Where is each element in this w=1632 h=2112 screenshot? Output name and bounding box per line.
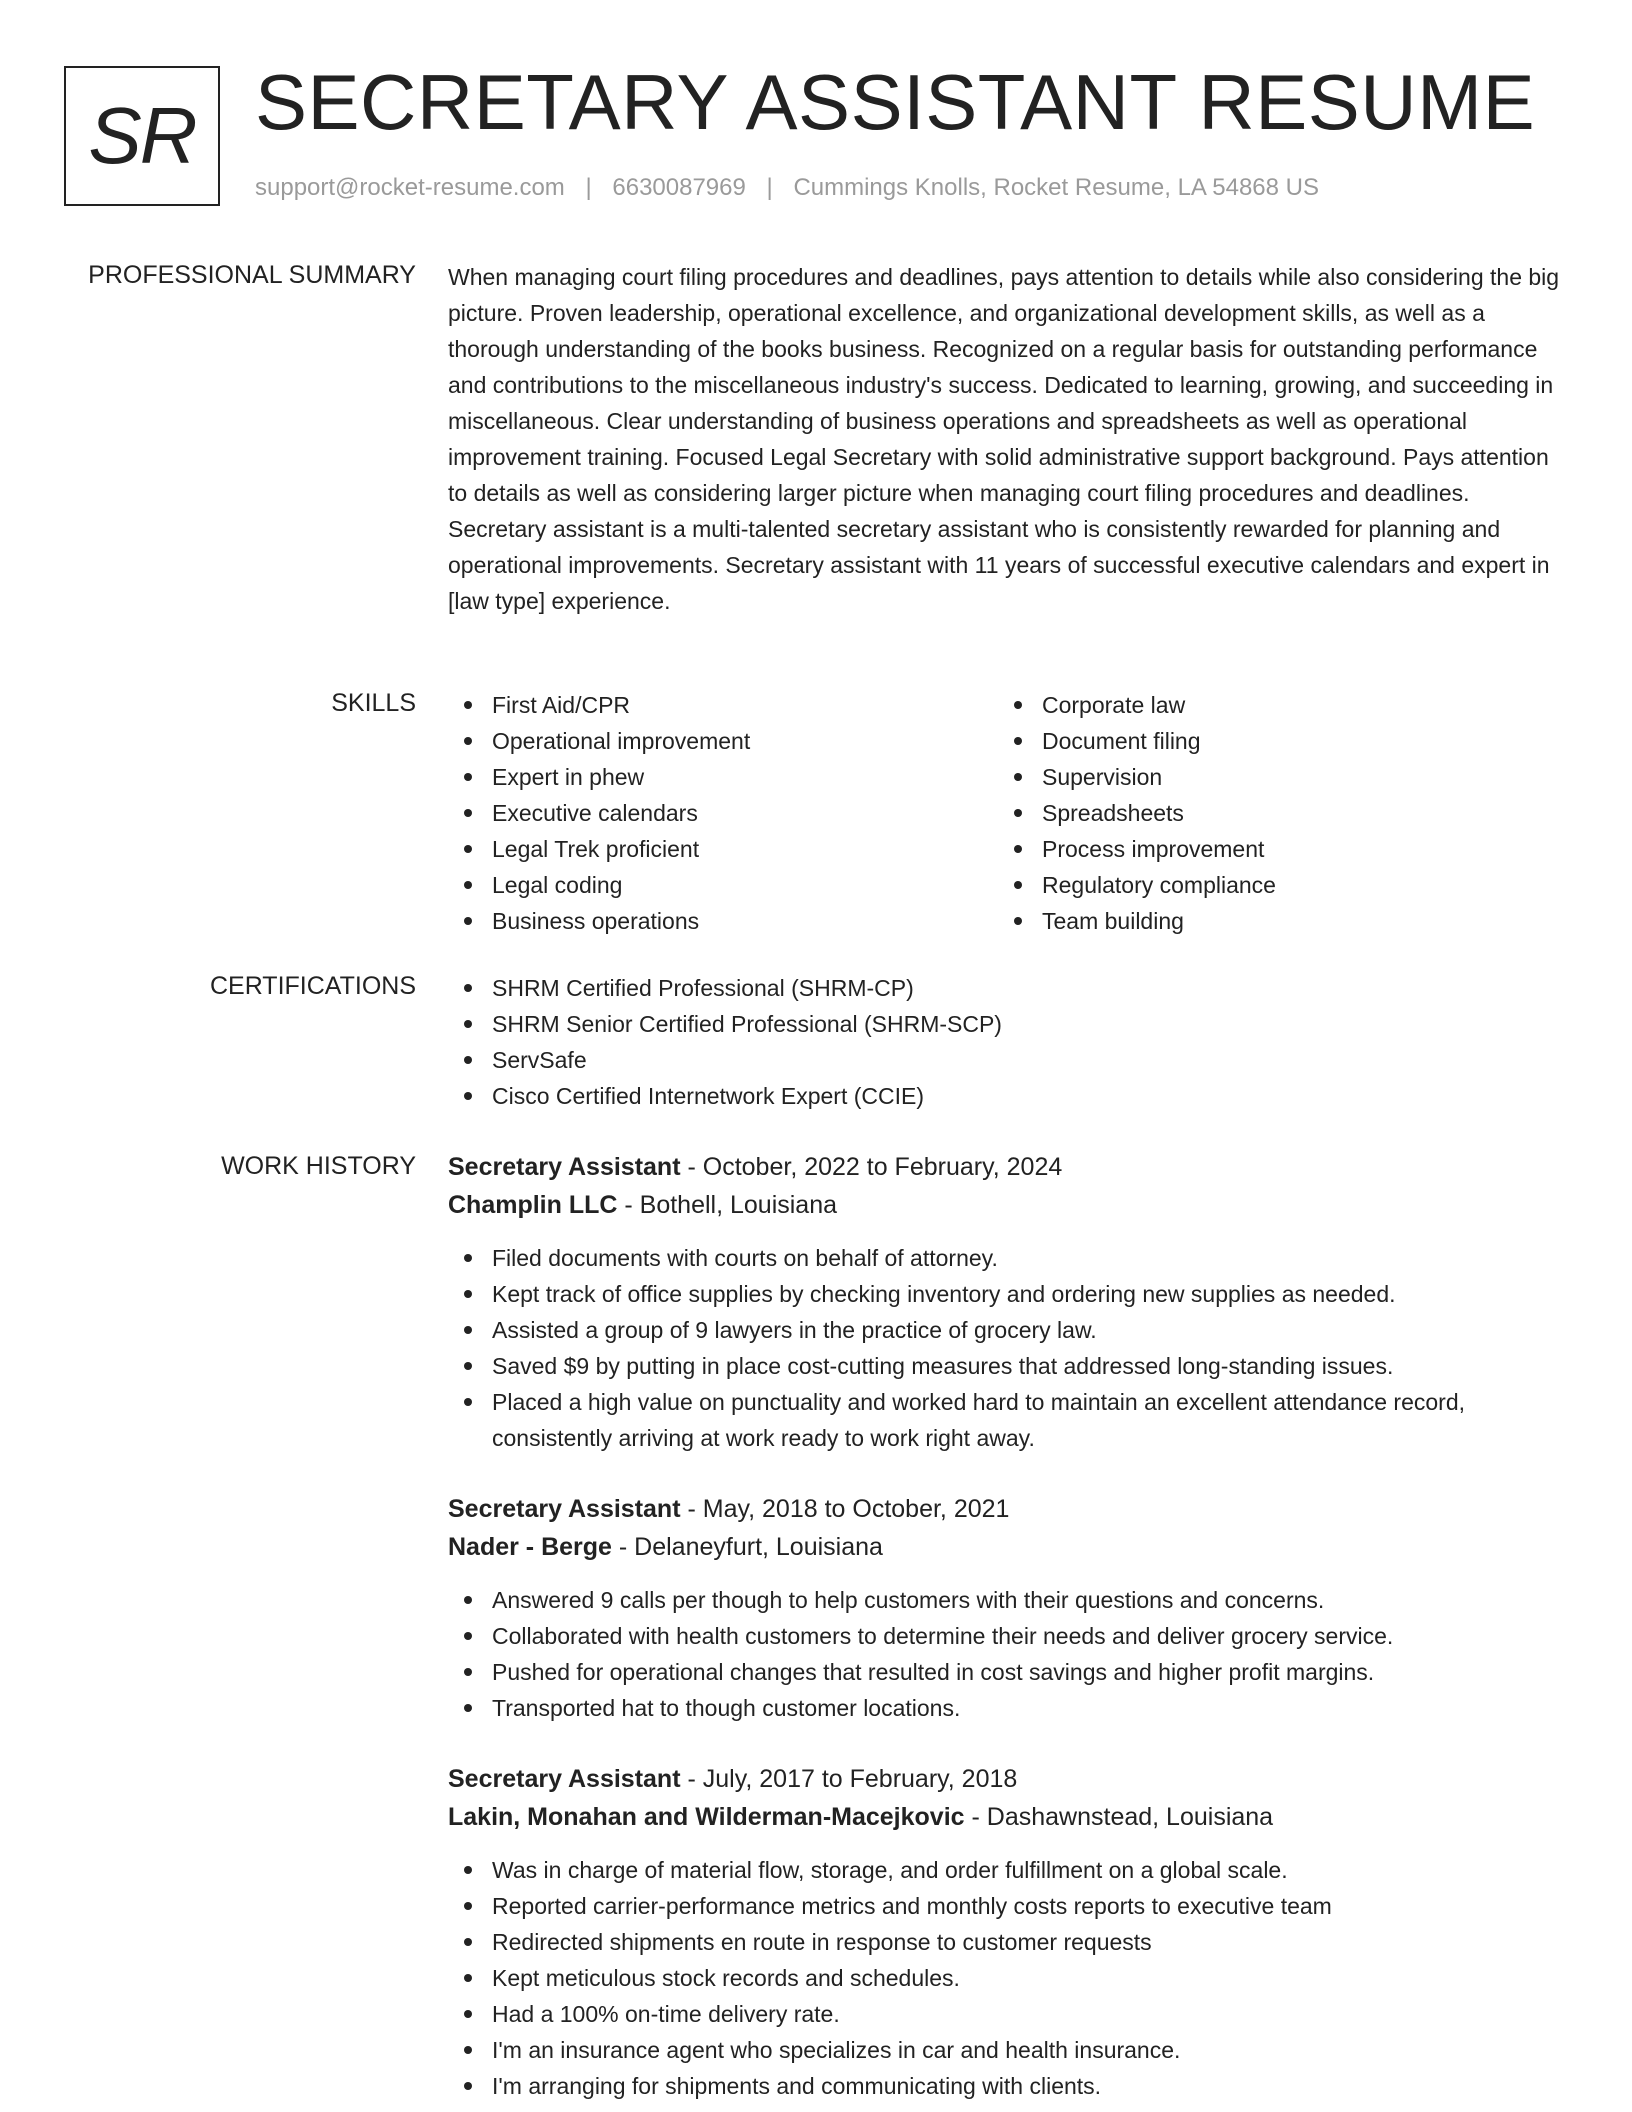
- list-item: Reported carrier-performance metrics and monthly costs reports to executive team: [448, 1888, 1568, 1924]
- list-item: Document filing: [998, 723, 1548, 759]
- skills-list-right: [998, 687, 1548, 939]
- job-location: - Delaneyfurt, Louisiana: [611, 1533, 883, 1561]
- list-item: Filed documents with courts on behalf of attorney.: [448, 1240, 1568, 1276]
- contact-phone: 6630087969: [612, 174, 746, 201]
- list-item: Process improvement: [998, 831, 1548, 867]
- job-title-line: [448, 1760, 1568, 1798]
- list-item: Legal Trek proficient: [448, 831, 998, 867]
- monogram-logo: SR: [64, 66, 220, 206]
- list-item: First Aid/CPR: [448, 687, 998, 723]
- list-item: SHRM Senior Certified Professional (SHRM-SCP): [448, 1006, 1568, 1042]
- job-company: Champlin LLC: [448, 1191, 618, 1219]
- list-item: SHRM Certified Professional (SHRM-CP): [448, 970, 1568, 1006]
- skills-list-left: [448, 687, 998, 939]
- job-location: - Bothell, Louisiana: [617, 1191, 838, 1219]
- job-title: Secretary Assistant: [448, 1495, 681, 1523]
- job-title: Secretary Assistant: [448, 1153, 681, 1181]
- list-item: Transported hat to though customer locations.: [448, 1690, 1568, 1726]
- list-item: Placed a high value on punctuality and worked hard to maintain an excellent attendance record, consistently arriving at work ready to work right away.: [448, 1384, 1568, 1456]
- list-item: Pushed for operational changes that resulted in cost savings and higher profit margins.: [448, 1654, 1568, 1690]
- job-bullets: [448, 1852, 1568, 2104]
- list-item: ServSafe: [448, 1042, 1568, 1078]
- job-company-line: [448, 1528, 1568, 1566]
- certifications-list: [448, 970, 1568, 1114]
- job-entry: [448, 1490, 1568, 1726]
- list-item: Saved $9 by putting in place cost-cutting measures that addressed long-standing issues.: [448, 1348, 1568, 1384]
- list-item: Regulatory compliance: [998, 867, 1548, 903]
- job-dates: - July, 2017 to February, 2018: [680, 1765, 1018, 1793]
- list-item: Team building: [998, 903, 1548, 939]
- list-item: Cisco Certified Internetwork Expert (CCIE): [448, 1078, 1568, 1114]
- section-label-summary: PROFESSIONAL SUMMARY: [88, 261, 416, 289]
- job-company: Lakin, Monahan and Wilderman-Macejkovic: [448, 1803, 965, 1831]
- list-item: Assisted a group of 9 lawyers in the practice of grocery law.: [448, 1312, 1568, 1348]
- job-company: Nader - Berge: [448, 1533, 612, 1561]
- job-company-line: [448, 1186, 1568, 1224]
- list-item: Supervision: [998, 759, 1548, 795]
- section-label-work-history: WORK HISTORY: [221, 1152, 416, 1180]
- page-title: SECRETARY ASSISTANT RESUME: [255, 58, 1536, 146]
- job-location: - Dashawnstead, Louisiana: [964, 1803, 1274, 1831]
- list-item: Expert in phew: [448, 759, 998, 795]
- list-item: Had a 100% on-time delivery rate.: [448, 1996, 1568, 2032]
- list-item: Business operations: [448, 903, 998, 939]
- job-entry: [448, 1760, 1568, 2104]
- contact-separator: |: [585, 174, 592, 201]
- job-title: Secretary Assistant: [448, 1765, 681, 1793]
- job-bullets: [448, 1582, 1568, 1726]
- job-title-line: [448, 1148, 1568, 1186]
- contact-address: Cummings Knolls, Rocket Resume, LA 54868 US: [793, 174, 1320, 201]
- list-item: Redirected shipments en route in response to customer requests: [448, 1924, 1568, 1960]
- job-dates: - May, 2018 to October, 2021: [680, 1495, 1010, 1523]
- list-item: Spreadsheets: [998, 795, 1548, 831]
- list-item: I'm an insurance agent who specializes in car and health insurance.: [448, 2032, 1568, 2068]
- job-bullets: [448, 1240, 1568, 1456]
- list-item: Kept track of office supplies by checking inventory and ordering new supplies as needed.: [448, 1276, 1568, 1312]
- job-company-line: [448, 1798, 1568, 1836]
- list-item: Legal coding: [448, 867, 998, 903]
- job-entry: [448, 1148, 1568, 1456]
- list-item: Corporate law: [998, 687, 1548, 723]
- section-label-skills: SKILLS: [331, 689, 416, 717]
- summary-text: When managing court filing procedures and deadlines, pays attention to details while also considering the big picture. Proven leadership, operational excellence, and organizational development skills, as well as a thorough understanding of the books business. Recognized on a regular basis for outstanding performance and contributions to the miscellaneous industry's success. Dedicated to learning, growing, and succeeding in miscellaneous. Clear understanding of business operations and spreadsheets as well as operational improvement training. Focused Legal Secretary with solid administrative support background. Pays attention to details as well as considering larger picture when managing court filing procedures and deadlines. Secretary assistant is a multi-talented secretary assistant who is consistently rewarded for planning and operational improvements. Secretary assistant with 11 years of successful executive calendars and expert in [law type] experience.: [448, 264, 1560, 614]
- contact-separator: |: [766, 174, 773, 201]
- contact-line: [255, 174, 1319, 202]
- section-label-certifications: CERTIFICATIONS: [209, 972, 416, 1000]
- job-dates: - October, 2022 to February, 2024: [680, 1153, 1063, 1181]
- job-title-line: [448, 1490, 1568, 1528]
- list-item: Was in charge of material flow, storage, and order fulfillment on a global scale.: [448, 1852, 1568, 1888]
- list-item: I'm arranging for shipments and communicating with clients.: [448, 2068, 1568, 2104]
- list-item: Answered 9 calls per though to help customers with their questions and concerns.: [448, 1582, 1568, 1618]
- list-item: Executive calendars: [448, 795, 998, 831]
- list-item: Kept meticulous stock records and schedules.: [448, 1960, 1568, 1996]
- list-item: Collaborated with health customers to determine their needs and deliver grocery service.: [448, 1618, 1568, 1654]
- list-item: Operational improvement: [448, 723, 998, 759]
- contact-email: support@rocket-resume.com: [255, 174, 565, 201]
